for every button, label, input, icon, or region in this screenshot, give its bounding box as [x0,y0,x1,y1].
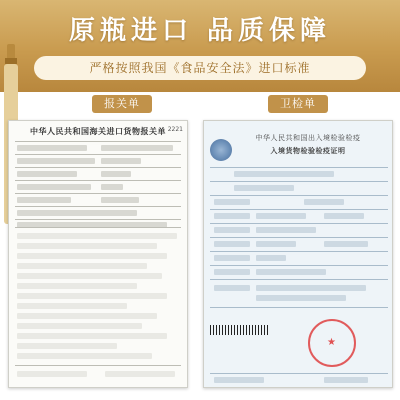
form-divider [15,193,181,194]
form-field [101,184,123,190]
form-field [234,185,294,191]
form-field [214,255,250,261]
form-divider [210,195,388,196]
form-field [101,158,141,164]
footer-field [214,377,264,383]
form-field [256,227,316,233]
form-field [256,295,346,301]
form-divider [15,365,181,366]
form-field [256,255,286,261]
form-field [17,158,95,164]
form-divider [15,219,181,220]
hologram-seal-icon [210,139,232,161]
customs-declaration-document [8,120,188,388]
form-field [214,227,250,233]
form-divider [210,373,388,374]
form-field [256,213,306,219]
form-field [17,184,91,190]
goods-row [17,263,147,269]
form-divider [15,180,181,181]
barcode-icon [210,325,270,335]
form-field [256,285,366,291]
goods-row [17,283,137,289]
tag-customs-declaration: 报关单 [92,95,152,113]
form-field [101,197,139,203]
goods-row [17,253,167,259]
goods-row [17,273,162,279]
form-divider [15,206,181,207]
footer-field [105,371,175,377]
form-field [256,269,326,275]
footer-field [17,371,87,377]
form-field [101,145,173,151]
form-divider [210,237,388,238]
goods-row [17,243,157,249]
stamp-star-icon: ★ [327,337,336,348]
customs-document-title: 中华人民共和国海关进口货物报关单 [30,127,166,136]
form-field [214,199,250,205]
tag-inspection-certificate: 卫检单 [268,95,328,113]
footer-field [324,377,368,383]
goods-row [17,353,152,359]
goods-row [17,303,127,309]
form-field [324,213,364,219]
form-divider [210,265,388,266]
certificate-title-line1: 中华人民共和国出入境检验检疫 [255,134,361,142]
page-title: 原瓶进口 品质保障 [68,16,332,46]
goods-row [17,233,177,239]
goods-row [17,333,167,339]
document-number: 2221 [167,126,183,133]
form-divider [210,209,388,210]
form-divider [210,307,388,308]
goods-row [17,343,117,349]
goods-row [17,293,167,299]
form-divider [15,227,181,228]
form-divider [15,167,181,168]
form-field [17,197,71,203]
goods-row [17,313,157,319]
form-divider [15,141,181,142]
form-field [101,171,131,177]
goods-row [17,323,142,329]
form-field [214,269,250,275]
page-subtitle: 严格按照我国《食品安全法》进口标准 [89,61,311,75]
form-field [256,241,296,247]
certificate-title-line2: 入境货物检验检疫证明 [270,147,346,155]
form-divider [210,223,388,224]
form-field [214,241,250,247]
form-field [17,145,87,151]
form-field [234,171,334,177]
form-field [17,210,137,216]
form-divider [210,181,388,182]
form-field [214,213,250,219]
form-divider [15,154,181,155]
inspection-certificate-document [203,120,393,388]
form-field [214,285,250,291]
form-divider [210,167,388,168]
form-field [17,171,77,177]
form-field [304,199,344,205]
form-field [324,241,368,247]
form-divider [210,279,388,280]
form-divider [210,251,388,252]
